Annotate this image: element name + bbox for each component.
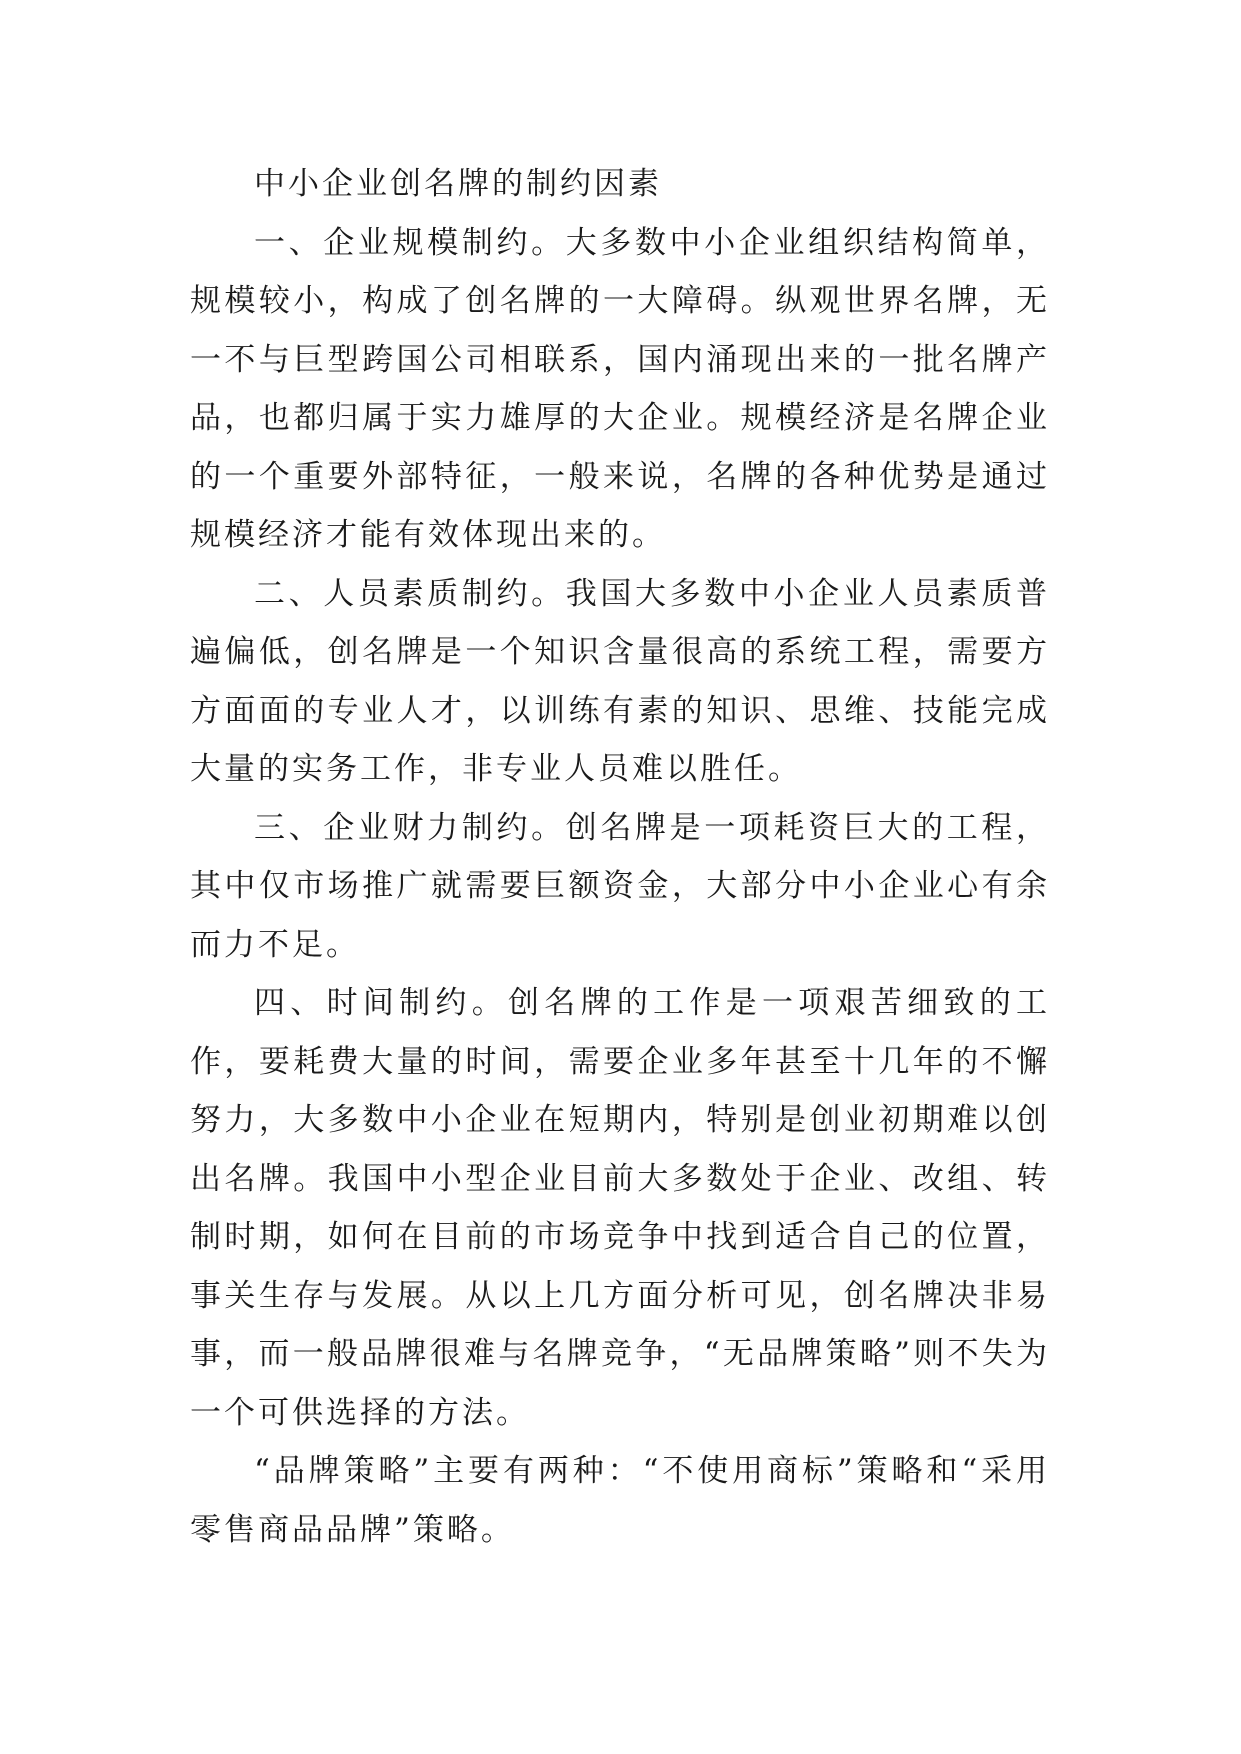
paragraph-brand-strategy: “品牌策略”主要有两种：“不使用商标”策略和“采用零售商品品牌”策略。 [190, 1453, 1050, 1548]
paragraph-scale-constraint: 一、企业规模制约。大多数中小企业组织结构简单，规模较小，构成了创名牌的一大障碍。纵观世界名牌，无一不与巨型跨国公司相联系，国内涌现出来的一批名牌产品，也都归属于实力雄厚的大企业。规模经济是名牌企业的一个重要外部特征，一般来说，名牌的各种优势是通过规模经济才能有效体现出来的。 [190, 224, 1050, 553]
paragraph-finance-constraint: 三、企业财力制约。创名牌是一项耗资巨大的工程，其中仅市场推广就需要巨额资金，大部分中小企业心有余而力不足。 [190, 809, 1050, 963]
paragraph-time-constraint: 四、时间制约。创名牌的工作是一项艰苦细致的工作，要耗费大量的时间，需要企业多年甚至十几年的不懈努力，大多数中小企业在短期内，特别是创业初期难以创出名牌。我国中小型企业目前大多数处于企业、改组、转制时期，如何在目前的市场竞争中找到适合自己的位置，事关生存与发展。从以上几方面分析可见，创名牌决非易事，而一般品牌很难与名牌竞争，“无品牌策略”则不失为一个可供选择的方法。 [190, 985, 1050, 1431]
document-body [190, 155, 1050, 1559]
paragraph-personnel-constraint: 二、人员素质制约。我国大多数中小企业人员素质普遍偏低，创名牌是一个知识含量很高的系统工程，需要方方面面的专业人才，以训练有素的知识、思维、技能完成大量的实务工作，非专业人员难以胜任。 [190, 575, 1050, 787]
document-title: 中小企业创名牌的制约因素 [254, 166, 662, 202]
